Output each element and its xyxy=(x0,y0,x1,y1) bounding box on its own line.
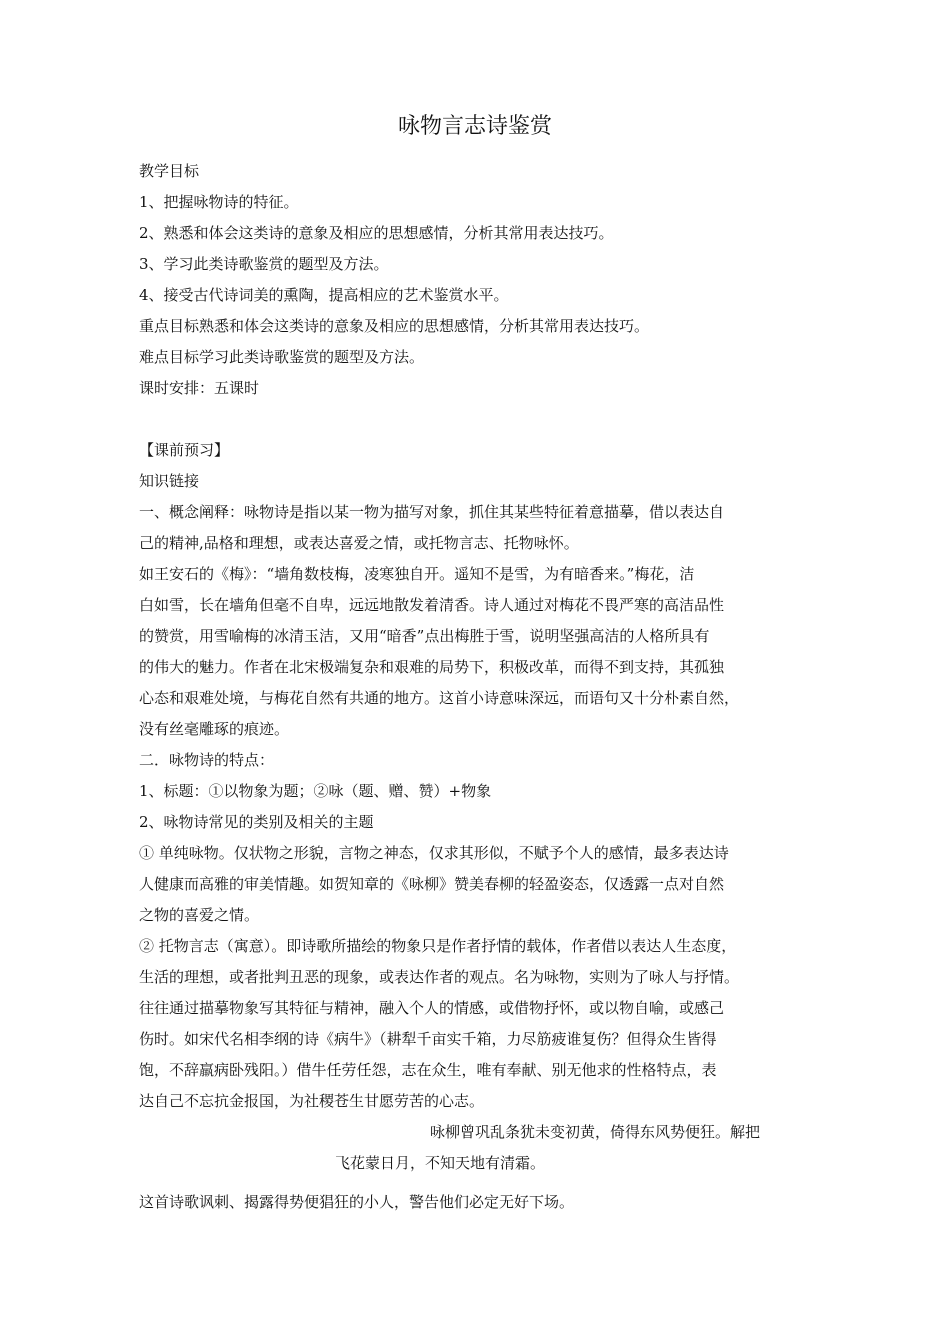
subsection-heading: 二．咏物诗的特点： xyxy=(139,751,275,769)
paragraph-line: 伤时。如宋代名相李纲的诗《病牛》（耕犁千亩实千箱，力尽筋疲谁复伤？但得众生皆得 xyxy=(139,1030,717,1048)
paragraph-line: ② 托物言志（寓意）。即诗歌所描绘的物象只是作者抒情的载体，作者借以表达人生态度， xyxy=(139,937,737,955)
paragraph-line: 饱，不辞羸病卧残阳。）借牛任劳任怨，志在众生，唯有奉献、别无他求的性格特点，表 xyxy=(139,1061,717,1079)
objective-item: 4、接受古代诗词美的熏陶，提高相应的艺术鉴赏水平。 xyxy=(139,286,509,304)
paragraph-line: 一、概念阐释：咏物诗是指以某一物为描写对象，抓住其某些特征着意描摹，借以表达自 xyxy=(139,503,725,521)
subsection-heading: 知识链接 xyxy=(139,472,200,490)
list-item: 2、咏物诗常见的类别及相关的主题 xyxy=(139,813,374,831)
paragraph-line: 往往通过描摹物象写其特征与精神，融入个人的情感，或借物抒怀，或以物自喻，或感己 xyxy=(139,999,725,1017)
poem-line: 飞花蒙日月，不知天地有清霜。 xyxy=(335,1154,546,1172)
paragraph-line: 己的精神,品格和理想，或表达喜爱之情，或托物言志、托物咏怀。 xyxy=(139,534,579,552)
objective-item: 2、熟悉和体会这类诗的意象及相应的思想感情，分析其常用表达技巧。 xyxy=(139,224,614,242)
paragraph-line: 这首诗歌讽刺、揭露得势便猖狂的小人，警告他们必定无好下场。 xyxy=(139,1193,575,1211)
section-heading: 教学目标 xyxy=(139,162,200,180)
difficult-objective: 难点目标学习此类诗歌鉴赏的题型及方法。 xyxy=(139,348,425,366)
key-objective: 重点目标熟悉和体会这类诗的意象及相应的思想感情，分析其常用表达技巧。 xyxy=(139,317,650,335)
paragraph-line: 达自己不忘抗金报国，为社稷苍生甘愿劳苦的心志。 xyxy=(139,1092,485,1110)
objective-item: 1、把握咏物诗的特征。 xyxy=(139,193,299,211)
poem-line: 咏柳曾巩乱条犹未变初黄，倚得东风势便狂。解把 xyxy=(430,1123,761,1141)
spacer xyxy=(139,1179,829,1187)
paragraph-line: 人健康而高雅的审美情趣。如贺知章的《咏柳》赞美春柳的轻盈姿态，仅透露一点对自然 xyxy=(139,875,725,893)
paragraph-line: 生活的理想，或者批判丑恶的现象，或表达作者的观点。名为咏物，实则为了咏人与抒情。 xyxy=(139,968,740,986)
paragraph-line: 白如雪，长在墙角但毫不自卑，远远地散发着清香。诗人通过对梅花不畏严寒的高洁品性 xyxy=(139,596,725,614)
paragraph-line: ① 单纯咏物。仅状物之形貌，言物之神态，仅求其形似，不赋予个人的感情，最多表达诗 xyxy=(139,844,729,862)
document-body xyxy=(139,156,829,1218)
paragraph-line: 的赞赏，用雪喻梅的冰清玉洁，又用“暗香”点出梅胜于雪，说明坚强高洁的人格所具有 xyxy=(139,627,710,645)
paragraph-line: 的伟大的魅力。作者在北宋极端复杂和艰难的局势下，积极改革，而得不到支持，其孤独 xyxy=(139,658,725,676)
paragraph-line: 没有丝毫雕琢的痕迹。 xyxy=(139,720,290,738)
list-item: 1、标题：①以物象为题；②咏（题、赠、赞）+物象 xyxy=(139,782,492,800)
paragraph-line: 心态和艰难处境，与梅花自然有共通的地方。这首小诗意味深远，而语句又十分朴素自然， xyxy=(139,689,740,707)
objective-item: 3、学习此类诗歌鉴赏的题型及方法。 xyxy=(139,255,389,273)
schedule: 课时安排：五课时 xyxy=(139,379,260,397)
spacer xyxy=(139,404,829,435)
paragraph-line: 之物的喜爱之情。 xyxy=(139,906,260,924)
paragraph-line: 如王安石的《梅》：“墙角数枝梅，凌寒独自开。遥知不是雪，为有暗香来。”梅花，洁 xyxy=(139,565,695,583)
section-heading: 【课前预习】 xyxy=(139,441,230,459)
page-title: 咏物言志诗鉴赏 xyxy=(397,114,552,139)
